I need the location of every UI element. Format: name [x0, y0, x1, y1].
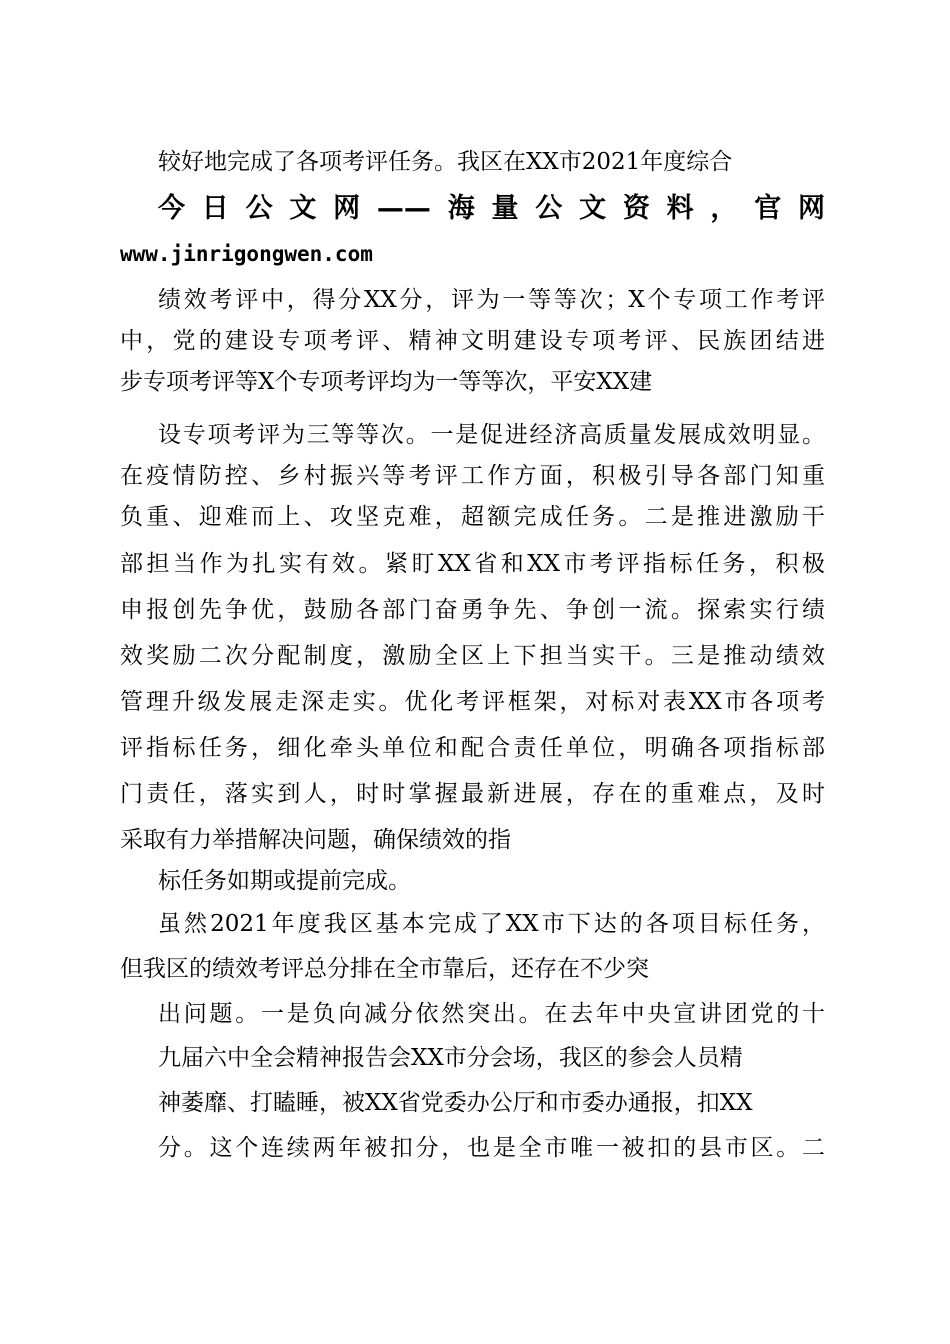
text-line: 设专项考评为三等等次。一是促进经济高质量发展成效明显。 — [158, 422, 825, 448]
text-line: 神萎靡、打瞌睡，被XX省党委办公厅和市委办通报，扣XX — [158, 1090, 753, 1116]
text-line: 门责任，落实到人，时时掌握最新进展，存在的重难点，及时 — [120, 781, 825, 807]
watermark-banner-title: 今日公文网——海量公文资料，官网 — [158, 193, 825, 224]
watermark-banner-url[interactable]: www.jinrigongwen.com — [120, 242, 373, 266]
text-line: 部担当作为扎实有效。紧盯XX省和XX市考评指标任务，积极 — [120, 551, 825, 577]
text-line: 采取有力举措解决问题，确保绩效的指 — [120, 827, 511, 853]
text-line: 绩效考评中，得分XX分，评为一等等次；X个专项工作考评 — [158, 287, 825, 313]
text-line: 管理升级发展走深走实。优化考评框架，对标对表XX市各项考 — [120, 689, 825, 715]
text-line: 评指标任务，细化牵头单位和配合责任单位，明确各项指标部 — [120, 735, 825, 761]
text-line: 出问题。一是负向减分依然突出。在去年中央宣讲团党的十 — [158, 1001, 825, 1027]
text-line: 负重、迎难而上、攻坚克难，超额完成任务。二是推进激励干 — [120, 504, 825, 530]
text-line: 较好地完成了各项考评任务。我区在XX市2021年度综合 — [158, 149, 733, 175]
text-line: 但我区的绩效考评总分排在全市靠后，还存在不少突 — [120, 956, 649, 982]
text-line: 分。这个连续两年被扣分，也是全市唯一被扣的县市区。二 — [158, 1135, 825, 1161]
text-line: 九届六中全会精神报告会XX市分会场，我区的参会人员精 — [158, 1045, 743, 1071]
text-line: 申报创先争优，鼓励各部门奋勇争先、争创一流。探索实行绩 — [120, 597, 825, 623]
text-line: 效奖励二次分配制度，激励全区上下担当实干。三是推动绩效 — [120, 643, 825, 669]
text-line: 虽然2021年度我区基本完成了XX市下达的各项目标任务， — [158, 911, 825, 937]
text-line: 标任务如期或提前完成。 — [158, 868, 411, 894]
text-line: 在疫情防控、乡村振兴等考评工作方面，积极引导各部门知重 — [120, 463, 825, 489]
text-line: 中，党的建设专项考评、精神文明建设专项考评、民族团结进 — [120, 328, 825, 354]
text-line: 步专项考评等X个专项考评均为一等等次，平安XX建 — [120, 369, 653, 395]
